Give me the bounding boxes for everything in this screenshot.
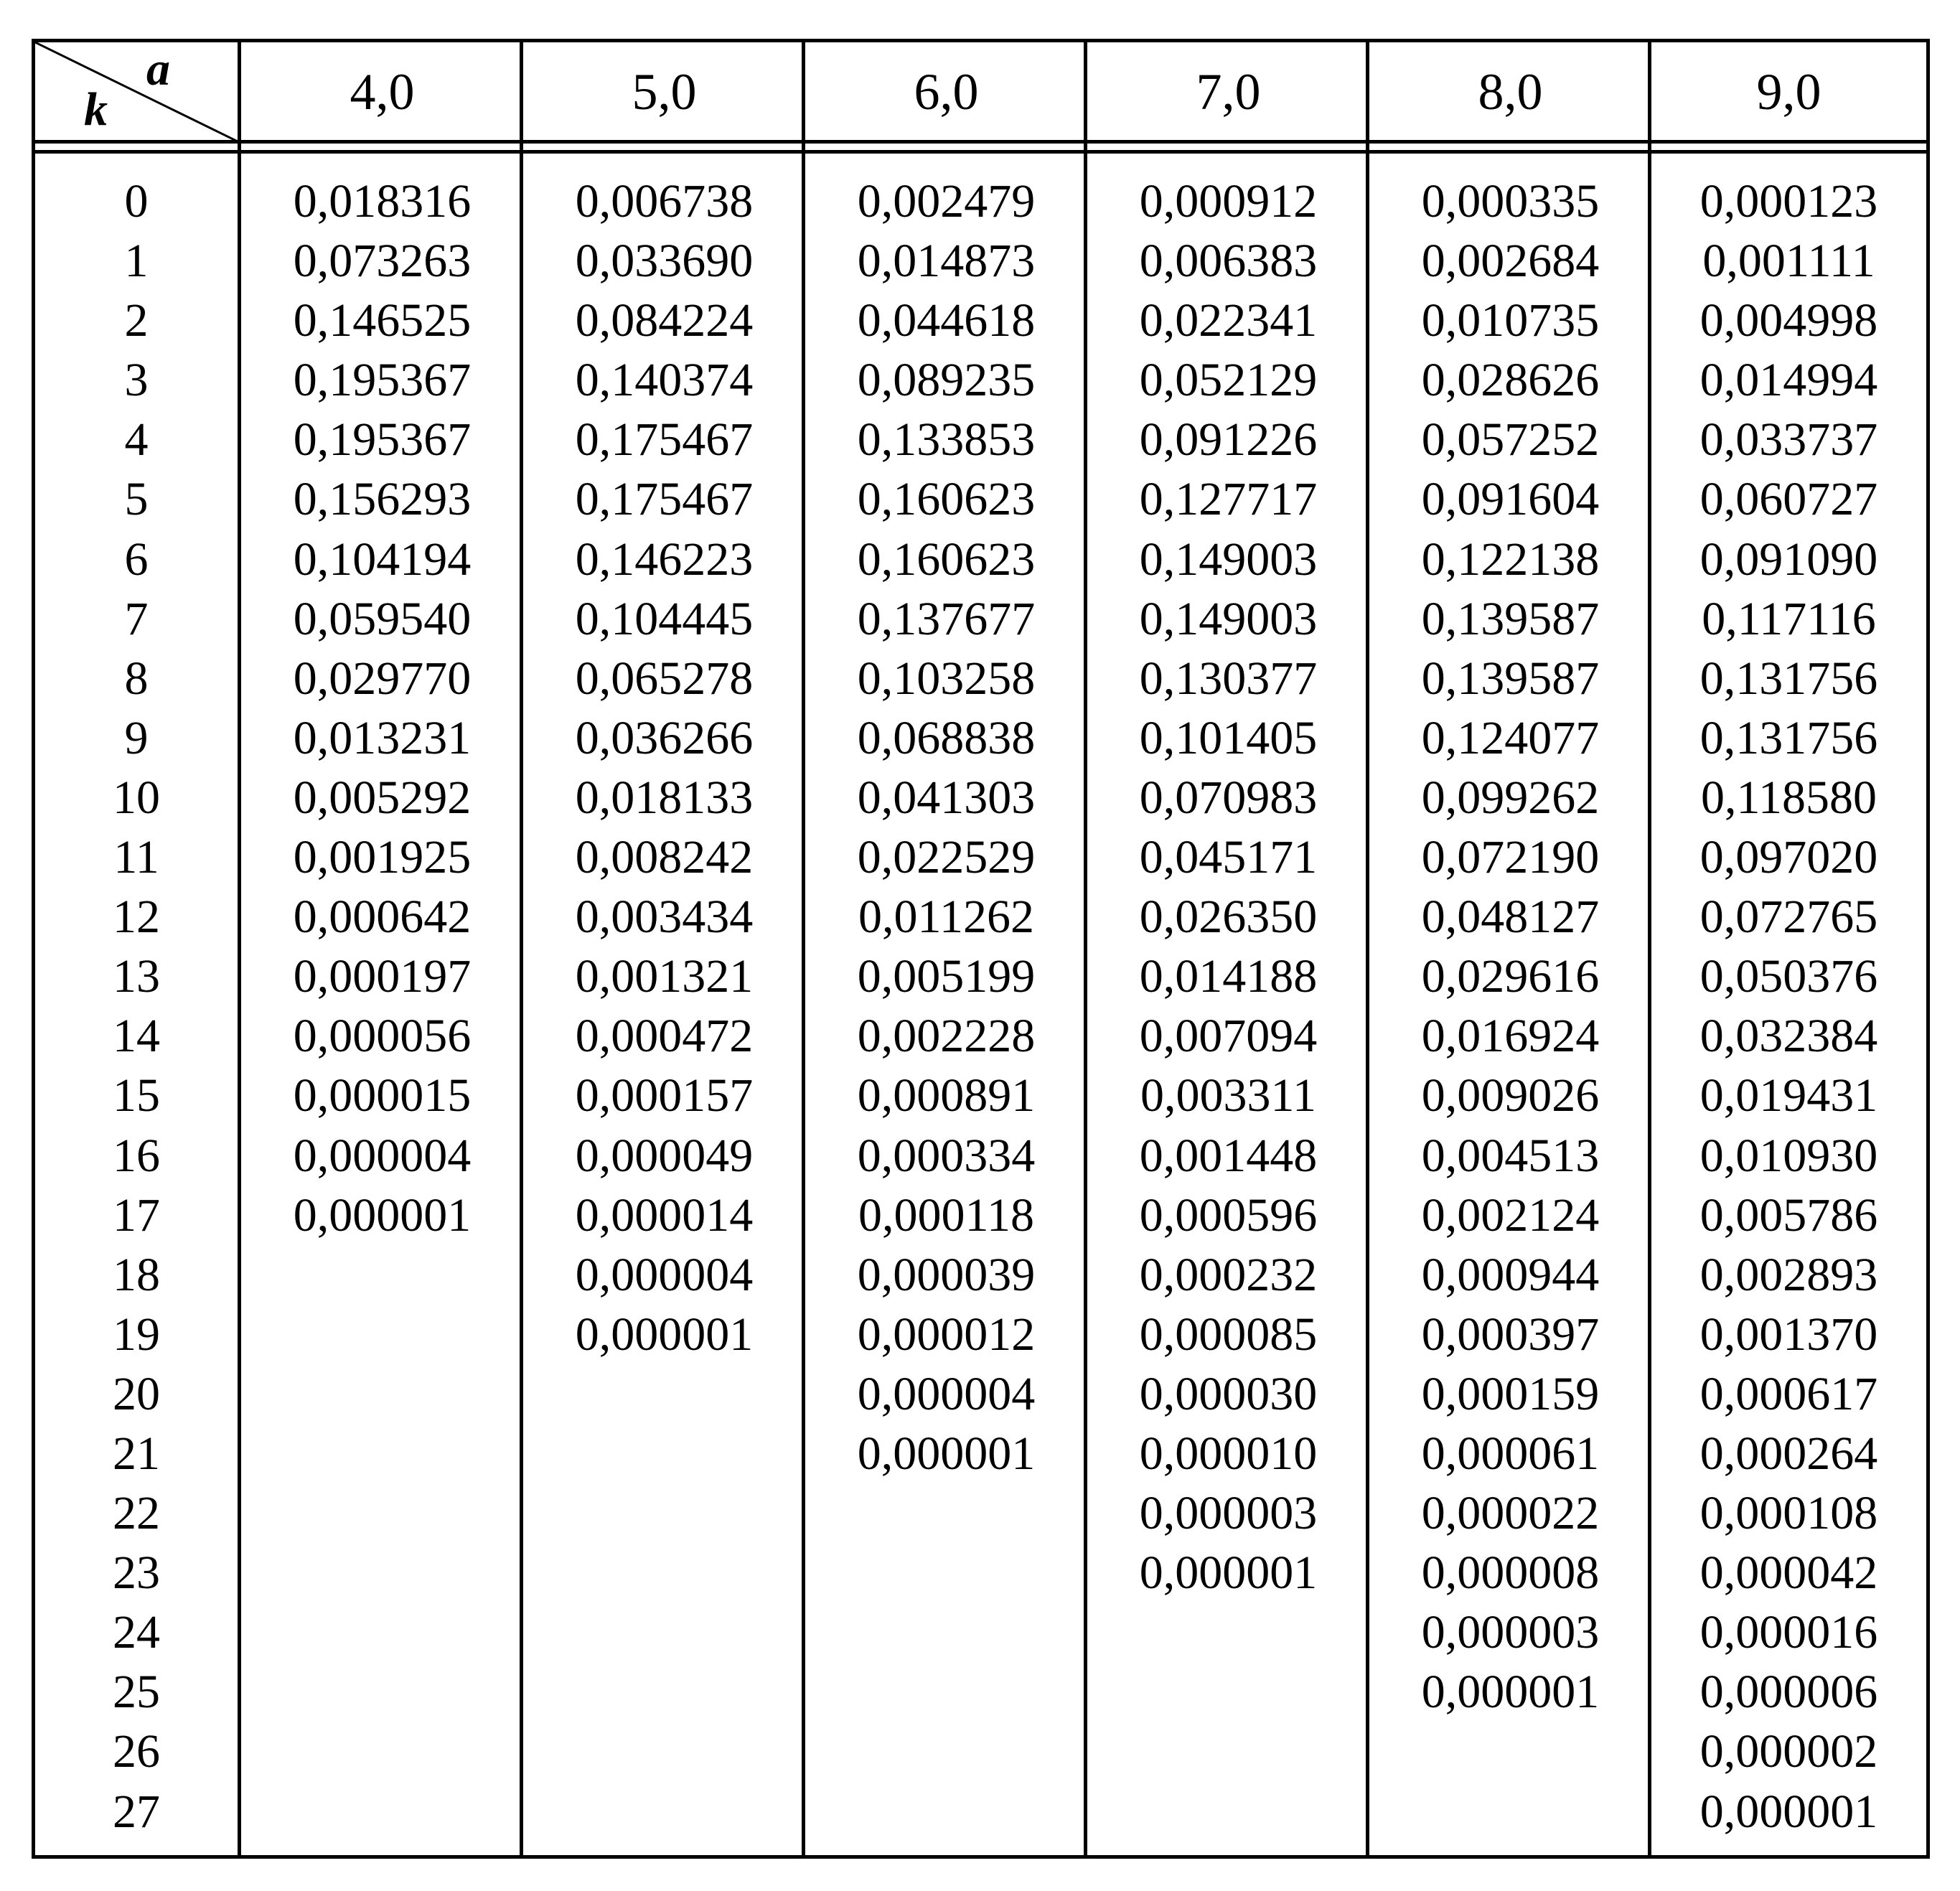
table-cell: 0,041303 (857, 771, 1036, 824)
k-value: 13 (113, 950, 160, 1003)
table-cell: 0,000108 (1699, 1487, 1878, 1540)
column-a-9 (1651, 172, 1926, 1841)
table-cell: 0,127717 (1139, 473, 1318, 526)
table-cell: 0,019431 (1699, 1069, 1878, 1122)
table-cell: 0,118580 (1700, 771, 1877, 824)
header-a-4: 4,0 (350, 62, 415, 121)
table-cell: 0,103258 (857, 652, 1036, 705)
table-cell: 0,139587 (1421, 652, 1600, 705)
k-value: 1 (124, 235, 149, 288)
table-cell: 0,000159 (1421, 1367, 1600, 1420)
table-cell: 0,014994 (1699, 354, 1878, 407)
k-value: 14 (113, 1010, 160, 1063)
table-cell: 0,009026 (1421, 1069, 1600, 1122)
table-cell: 0,060727 (1699, 473, 1878, 526)
table-cell: 0,029770 (293, 652, 472, 705)
table-cell: 0,000001 (857, 1427, 1036, 1480)
table-cell: 0,000004 (575, 1248, 754, 1301)
table-cell: 0,001370 (1699, 1308, 1878, 1361)
header-a-5: 5,0 (632, 62, 697, 121)
table-cell: 0,014873 (857, 235, 1036, 288)
table-cell: 0,000232 (1139, 1248, 1318, 1301)
table-cell: 0,000472 (575, 1010, 754, 1063)
table-cell: 0,001111 (1702, 235, 1875, 288)
table-cell: 0,097020 (1699, 831, 1878, 884)
poisson-table (32, 39, 1930, 1859)
table-cell: 0,073263 (293, 235, 472, 288)
k-value: 8 (124, 652, 149, 705)
table-cell: 0,002893 (1699, 1248, 1878, 1301)
table-cell: 0,000015 (293, 1069, 472, 1122)
table-cell: 0,011262 (858, 891, 1035, 944)
corner-diagonal (35, 42, 238, 141)
table-cell: 0,065278 (575, 652, 754, 705)
table-cell: 0,000001 (1421, 1666, 1600, 1719)
table-cell: 0,000642 (293, 891, 472, 944)
table-cell: 0,001925 (293, 831, 472, 884)
column-a-5 (523, 172, 805, 1364)
table-cell: 0,005786 (1699, 1188, 1878, 1242)
table-cell: 0,029616 (1421, 950, 1600, 1003)
table-cell: 0,044618 (857, 294, 1036, 347)
k-value: 11 (113, 831, 159, 884)
table-cell: 0,000001 (1139, 1547, 1318, 1600)
table-cell: 0,000118 (858, 1188, 1035, 1242)
table-cell: 0,000264 (1699, 1427, 1878, 1480)
k-value: 26 (113, 1725, 160, 1778)
column-a-8 (1369, 172, 1651, 1722)
table-cell: 0,000001 (1699, 1785, 1878, 1838)
table-cell: 0,010735 (1421, 294, 1600, 347)
table-cell: 0,175467 (575, 473, 754, 526)
k-column (35, 172, 238, 1841)
k-value: 25 (113, 1666, 160, 1719)
table-cell: 0,001448 (1139, 1129, 1318, 1182)
table-cell: 0,010930 (1699, 1129, 1878, 1182)
k-value: 16 (113, 1129, 160, 1182)
k-value: 10 (113, 771, 160, 824)
table-cell: 0,007094 (1139, 1010, 1318, 1063)
table-cell: 0,084224 (575, 294, 754, 347)
table-cell: 0,000049 (575, 1129, 754, 1182)
table-cell: 0,089235 (857, 354, 1036, 407)
table-cell: 0,000944 (1421, 1248, 1600, 1301)
table-cell: 0,131756 (1699, 711, 1878, 764)
k-value: 17 (113, 1188, 160, 1242)
table-cell: 0,068838 (857, 711, 1036, 764)
table-cell: 0,137677 (857, 592, 1036, 645)
k-value: 6 (124, 532, 149, 586)
table-cell: 0,140374 (575, 354, 754, 407)
header-a-6: 6,0 (914, 62, 979, 121)
column-a-6 (805, 172, 1087, 1483)
table-cell: 0,160623 (857, 473, 1036, 526)
table-cell: 0,018133 (575, 771, 754, 824)
table-cell: 0,001321 (575, 950, 754, 1003)
table-cell: 0,004513 (1421, 1129, 1600, 1182)
table-cell: 0,000014 (575, 1188, 754, 1242)
k-value: 7 (124, 592, 149, 645)
table-cell: 0,000003 (1421, 1606, 1600, 1659)
table-cell: 0,045171 (1139, 831, 1318, 884)
table-cell: 0,000003 (1139, 1487, 1318, 1540)
table-cell: 0,004998 (1699, 294, 1878, 347)
table-cell: 0,000010 (1139, 1427, 1318, 1480)
table-cell: 0,000157 (575, 1069, 754, 1122)
table-cell: 0,000123 (1699, 175, 1878, 227)
k-value: 27 (113, 1785, 160, 1838)
table-cell: 0,003434 (575, 891, 754, 944)
table-cell: 0,133853 (857, 413, 1036, 466)
table-cell: 0,195367 (293, 413, 472, 466)
table-cell: 0,052129 (1139, 354, 1318, 407)
table-cell: 0,149003 (1139, 592, 1318, 645)
table-cell: 0,000061 (1421, 1427, 1600, 1480)
table-cell: 0,104445 (575, 592, 754, 645)
table-cell: 0,146223 (575, 532, 754, 586)
table-cell: 0,139587 (1421, 592, 1600, 645)
table-cell: 0,070983 (1139, 771, 1318, 824)
table-cell: 0,149003 (1139, 532, 1318, 586)
k-value: 19 (113, 1308, 160, 1361)
table-cell: 0,000335 (1421, 175, 1600, 227)
k-value: 21 (113, 1427, 160, 1480)
header-a-7: 7,0 (1196, 62, 1261, 121)
table-cell: 0,002228 (857, 1010, 1036, 1063)
table-cell: 0,002479 (857, 175, 1036, 227)
table-cell: 0,124077 (1421, 711, 1600, 764)
table-cell: 0,131756 (1699, 652, 1878, 705)
table-cell: 0,059540 (293, 592, 472, 645)
k-value: 5 (124, 473, 149, 526)
table-cell: 0,000397 (1421, 1308, 1600, 1361)
table-cell: 0,000197 (293, 950, 472, 1003)
header-a-8: 8,0 (1478, 62, 1543, 121)
table-cell: 0,091090 (1699, 532, 1878, 586)
table-cell: 0,175467 (575, 413, 754, 466)
table-cell: 0,000056 (293, 1010, 472, 1063)
table-cell: 0,014188 (1139, 950, 1318, 1003)
table-cell: 0,026350 (1139, 891, 1318, 944)
table-cell: 0,195367 (293, 354, 472, 407)
table-cell: 0,057252 (1421, 413, 1600, 466)
k-value: 20 (113, 1367, 160, 1420)
table-cell: 0,160623 (857, 532, 1036, 586)
corner-column-var: a (146, 43, 170, 95)
k-value: 23 (113, 1547, 160, 1600)
table-cell: 0,002124 (1421, 1188, 1600, 1242)
table-cell: 0,033690 (575, 235, 754, 288)
k-value: 0 (124, 175, 149, 227)
table-cell: 0,050376 (1699, 950, 1878, 1003)
table-cell: 0,006738 (575, 175, 754, 227)
table-cell: 0,000042 (1699, 1547, 1878, 1600)
table-cell: 0,022341 (1139, 294, 1318, 347)
table-cell: 0,091604 (1421, 473, 1600, 526)
table-cell: 0,000012 (857, 1308, 1036, 1361)
table-cell: 0,005292 (293, 771, 472, 824)
table-cell: 0,000001 (575, 1308, 754, 1361)
table-cell: 0,104194 (293, 532, 472, 586)
table-cell: 0,032384 (1699, 1010, 1878, 1063)
table-cell: 0,006383 (1139, 235, 1318, 288)
table-cell: 0,000002 (1699, 1725, 1878, 1778)
k-value: 4 (124, 413, 149, 466)
column-a-7 (1087, 172, 1369, 1603)
table-cell: 0,022529 (857, 831, 1036, 884)
table-cell: 0,028626 (1421, 354, 1600, 407)
table-cell: 0,000006 (1699, 1666, 1878, 1719)
table-cell: 0,000334 (857, 1129, 1036, 1182)
table-cell: 0,000001 (293, 1188, 472, 1242)
table-cell: 0,000891 (857, 1069, 1036, 1122)
table-cell: 0,016924 (1421, 1010, 1600, 1063)
table-cell: 0,156293 (293, 473, 472, 526)
table-cell: 0,005199 (857, 950, 1036, 1003)
column-a-4 (241, 172, 523, 1245)
table-cell: 0,000016 (1699, 1606, 1878, 1659)
table-cell: 0,072765 (1699, 891, 1878, 944)
corner-row-var: k (84, 83, 108, 136)
k-value: 24 (113, 1606, 160, 1659)
table-cell: 0,036266 (575, 711, 754, 764)
table-cell: 0,000085 (1139, 1308, 1318, 1361)
table-cell: 0,000004 (293, 1129, 472, 1182)
table-cell: 0,000039 (857, 1248, 1036, 1301)
header-a-9: 9,0 (1756, 62, 1821, 121)
header-rule-bottom (35, 150, 1926, 154)
table-cell: 0,000030 (1139, 1367, 1318, 1420)
table-cell: 0,146525 (293, 294, 472, 347)
k-value: 22 (113, 1487, 160, 1540)
table-cell: 0,018316 (293, 175, 472, 227)
k-value: 9 (124, 711, 149, 764)
table-cell: 0,091226 (1139, 413, 1318, 466)
table-cell: 0,000008 (1421, 1547, 1600, 1600)
table-cell: 0,013231 (293, 711, 472, 764)
table-cell: 0,099262 (1421, 771, 1600, 824)
k-value: 12 (113, 891, 160, 944)
table-cell: 0,008242 (575, 831, 754, 884)
table-cell: 0,003311 (1140, 1069, 1317, 1122)
table-cell: 0,000022 (1421, 1487, 1600, 1540)
table-cell: 0,033737 (1699, 413, 1878, 466)
table-cell: 0,122138 (1421, 532, 1600, 586)
table-cell: 0,117116 (1702, 592, 1876, 645)
table-cell: 0,000912 (1139, 175, 1318, 227)
table-cell: 0,101405 (1139, 711, 1318, 764)
table-cell: 0,130377 (1139, 652, 1318, 705)
table-cell: 0,000596 (1139, 1188, 1318, 1242)
k-value: 3 (124, 354, 149, 407)
k-value: 18 (113, 1248, 160, 1301)
table-cell: 0,002684 (1421, 235, 1600, 288)
table-cell: 0,072190 (1421, 831, 1600, 884)
k-value: 15 (113, 1069, 160, 1122)
table-cell: 0,000617 (1699, 1367, 1878, 1420)
table-cell: 0,048127 (1421, 891, 1600, 944)
table-cell: 0,000004 (857, 1367, 1036, 1420)
k-value: 2 (124, 294, 149, 347)
